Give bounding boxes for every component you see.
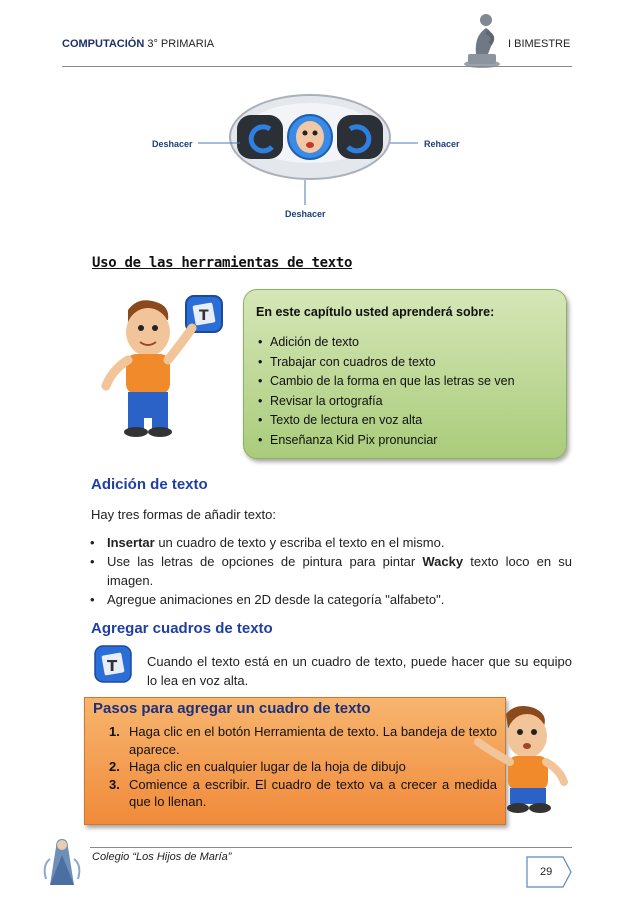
undo-label-bottom: Deshacer (285, 209, 326, 219)
list-item: • Agregue animaciones en 2D desde la categoría "alfabeto". (90, 592, 445, 607)
header-term: I BIMESTRE (508, 38, 571, 50)
list-item: • Enseñanza Kid Pix pronunciar (258, 432, 438, 447)
footer-divider (90, 847, 572, 848)
header-divider (62, 66, 572, 67)
redo-label: Rehacer (424, 139, 460, 149)
agregar-heading: Agregar cuadros de texto (91, 620, 273, 637)
footer-school: Colegio “Los Hijos de María” (92, 851, 232, 863)
page-number: 29 (540, 866, 553, 878)
thinker-statue-icon (460, 10, 508, 70)
list-item: • Use las letras de opciones de pintura para pintar Wacky texto loco en su imagen. (90, 554, 573, 588)
chapter-objectives-list (258, 333, 515, 450)
header-course-bold: COMPUTACIÓN (62, 38, 145, 50)
steps-title: Pasos para agregar un cuadro de texto (93, 700, 371, 717)
chapter-objectives-title: En este capítulo usted aprenderá sobre: (256, 305, 495, 319)
agregar-text: Cuando el texto está en un cuadro de texto, puede hacer que su equipo lo lea en voz alta. (147, 654, 572, 688)
section-title: Uso de las herramientas de texto (92, 255, 353, 271)
undo-label-left: Deshacer (152, 139, 193, 149)
svg-text:T: T (199, 308, 209, 324)
adicion-bullets (90, 533, 572, 609)
svg-text:T: T (107, 657, 118, 675)
adicion-heading: Adición de texto (91, 476, 208, 493)
boy-pointing-illustration (472, 700, 582, 815)
list-item: • Texto de lectura en voz alta (258, 413, 423, 427)
text-tool-icon (94, 645, 132, 683)
list-item: • Trabajar con cuadros de texto (258, 354, 436, 369)
list-item: 3. Comience a escribir. El cuadro de texto va a crecer a medida que lo llenan. (109, 776, 497, 809)
header-course-grade: 3° PRIMARIA (144, 38, 215, 50)
list-item: • Cambio de la forma en que las letras se ven (258, 374, 515, 388)
list-item: • Revisar la ortografía (258, 393, 383, 408)
list-item: • Insertar un cuadro de texto y escriba el texto en el mismo. (90, 535, 445, 550)
virgin-mary-figure-icon (38, 835, 86, 887)
list-item: • Adición de texto (258, 335, 359, 349)
list-item: 2. Haga clic en cualquier lugar de la hoja de dibujo (109, 759, 406, 774)
list-item: 1. Haga clic en el botón Herramienta de texto. La bandeja de texto aparece. (109, 724, 497, 757)
steps-list (109, 723, 497, 811)
header-course (62, 38, 214, 50)
boy-holding-text-tool-illustration (98, 290, 228, 440)
adicion-intro: Hay tres formas de añadir texto: (91, 507, 276, 522)
